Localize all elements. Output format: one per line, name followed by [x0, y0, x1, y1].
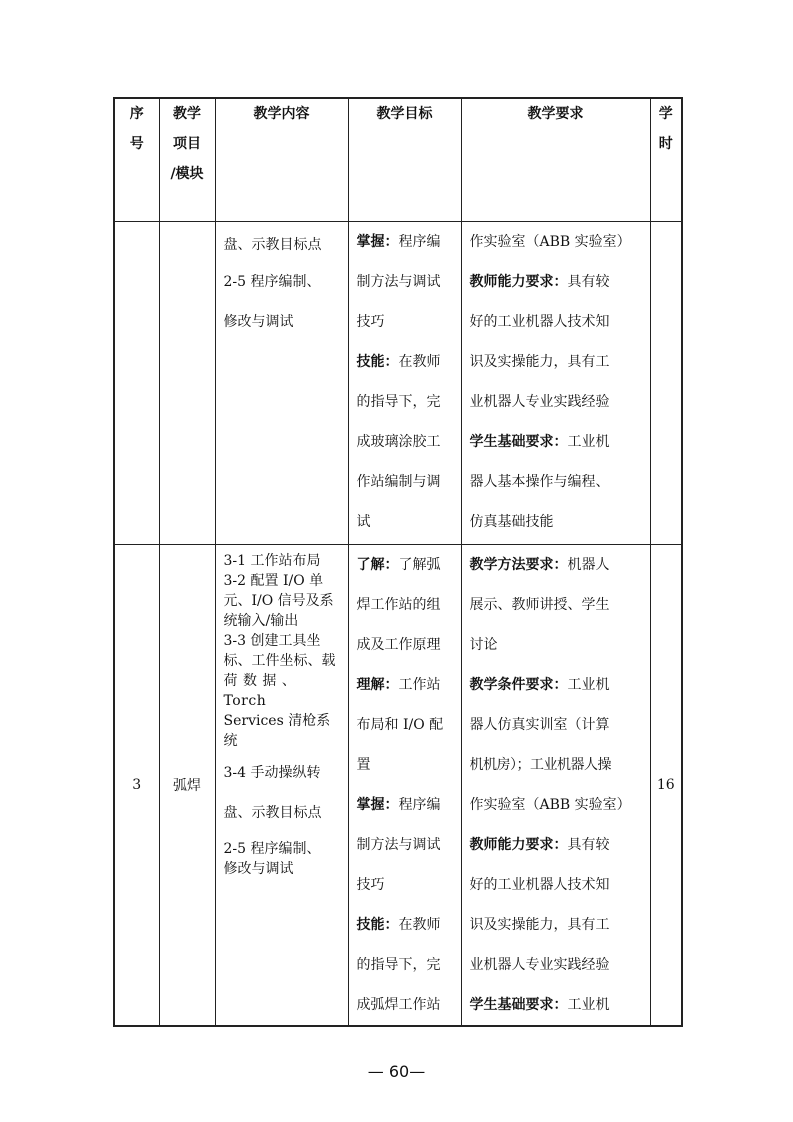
row2-content-line: 3-4 手动操纵转: [223, 765, 321, 781]
row2-content: [215, 545, 348, 1027]
row2-req-line: [470, 985, 650, 1025]
row2-goal-text: 在教师: [398, 917, 441, 933]
row1-content-line: 2-5 程序编制、: [223, 274, 321, 290]
row2-goal-line: [357, 545, 461, 585]
row1-req-line: 识及实操能力，具有工: [469, 354, 610, 370]
row1-goal-line: 的指导下，完: [356, 394, 441, 410]
table-header-row: [114, 98, 682, 222]
row2-content-line: 盘、示教目标点: [223, 805, 322, 821]
row1-goal-text: 在教师: [398, 354, 441, 370]
row2-content-line: 3-2 配置 I/O 单: [223, 573, 324, 589]
header-hours: [650, 98, 682, 222]
row2-req-text: 机器人: [567, 557, 610, 573]
header-seq-2: 号: [129, 136, 144, 152]
row2-req-line: 器人仿真实训室（计算: [469, 717, 610, 733]
page-number: — 60—: [367, 1062, 426, 1081]
row2-goal-line: 成弧焊工作站: [356, 997, 441, 1013]
row1-content-line: 盘、示教目标点: [223, 237, 322, 253]
row1-req-line: [470, 422, 650, 462]
row2-content-line: 标、工件坐标、载: [223, 653, 336, 669]
row2-req-key: 学生基础要求：: [469, 997, 568, 1013]
row1-goal-line: 成玻璃涂胶工: [356, 434, 441, 450]
row2-content-line: 修改与调试: [223, 861, 294, 877]
row2-req-line: 机机房）；工业机器人操: [469, 757, 611, 773]
row1-req-line: 仿真基础技能: [469, 514, 554, 530]
row2-req-line: 展示、教师讲授、学生: [469, 597, 610, 613]
row1-req-line: [470, 262, 650, 302]
header-module-2: 项目: [173, 136, 201, 152]
row2-goal-text: 工作站: [398, 677, 441, 693]
row1-goal-text: 程序编: [398, 234, 441, 250]
row2-goal-line: 成及工作原理: [356, 637, 441, 653]
row2-req-line: [470, 665, 650, 705]
row1-content-line: 修改与调试: [223, 314, 294, 330]
row1-hours: [650, 222, 682, 545]
row2-module: 弧焊: [159, 545, 215, 1027]
row1-req-line: 业机器人专业实践经验: [469, 394, 610, 410]
row1-goal-line: [357, 342, 461, 382]
row2-req-text: 具有较: [567, 837, 610, 853]
row2-req-line: 作实验室（ABB 实验室）: [469, 797, 631, 813]
row2-goal-text: 程序编: [398, 797, 441, 813]
row1-req-line: 器人基本操作与编程、: [469, 474, 610, 490]
row1-goal-line: 制方法与调试: [356, 274, 441, 290]
row2-goal-key: 掌握：: [356, 797, 399, 813]
row2-content-line: 3-3 创建工具坐: [223, 633, 321, 649]
row1-goal-line: 试: [356, 514, 371, 530]
row1-req-text: 具有较: [567, 274, 610, 290]
row1-goal: [348, 222, 461, 545]
row2-goal-line: 的指导下，完: [356, 957, 441, 973]
header-seq: [114, 98, 159, 222]
row2-content-line: 统: [223, 733, 238, 749]
row2-req: [461, 545, 650, 1027]
row1-module: [159, 222, 215, 545]
table-row: [114, 545, 682, 1027]
row1-goal-line: 作站编制与调: [356, 474, 441, 490]
row2-goal-key: 了解：: [356, 557, 399, 573]
row2-seq: 3: [114, 545, 159, 1027]
header-seq-1: 序: [129, 106, 144, 122]
row2-req-key: 教学方法要求：: [469, 557, 568, 573]
row2-goal: [348, 545, 461, 1027]
row2-goal-line: [357, 665, 461, 705]
header-module-1: 教学: [173, 106, 201, 122]
row2-req-key: 教学条件要求：: [469, 677, 568, 693]
row2-goal-key: 技能：: [356, 917, 399, 933]
row2-goal-line: 技巧: [356, 877, 385, 893]
row1-goal-key: 技能：: [356, 354, 399, 370]
row1-req-key: 教师能力要求：: [469, 274, 568, 290]
row2-content-line: 统输入/输出: [223, 613, 299, 629]
row1-req-text: 工业机: [567, 434, 610, 450]
row1-req-key: 学生基础要求：: [469, 434, 568, 450]
row2-req-line: [470, 825, 650, 865]
row2-goal-key: 理解：: [356, 677, 399, 693]
header-goal: 教学目标: [348, 98, 461, 222]
row1-seq: [114, 222, 159, 545]
row2-content-line: 元、I/O 信号及系: [223, 593, 334, 609]
row1-goal-line: 技巧: [356, 314, 385, 330]
row2-goal-line: 焊工作站的组: [356, 597, 441, 613]
row1-req: [461, 222, 650, 545]
row1-req-line: 作实验室（ABB 实验室）: [469, 234, 631, 250]
header-hours-1: 学: [658, 106, 673, 122]
row2-goal-text: 了解弧: [398, 557, 441, 573]
row2-req-line: 业机器人专业实践经验: [469, 957, 610, 973]
row2-goal-line: [357, 785, 461, 825]
row2-goal-line: 制方法与调试: [356, 837, 441, 853]
row2-req-line: 好的工业机器人技术知: [469, 877, 610, 893]
row1-goal-key: 掌握：: [356, 234, 399, 250]
row2-content-line: 荷 数 据 、 Torch: [223, 673, 297, 709]
header-module-3: /模块: [170, 166, 204, 182]
row2-goal-line: [357, 905, 461, 945]
header-content: 教学内容: [215, 98, 348, 222]
row1-content: [215, 222, 348, 545]
row2-req-line: [470, 545, 650, 585]
row2-req-key: 教师能力要求：: [469, 837, 568, 853]
table-row: [114, 222, 682, 545]
row2-content-line: Services 清枪系: [223, 713, 331, 729]
row1-req-line: 好的工业机器人技术知: [469, 314, 610, 330]
row2-hours: 16: [650, 545, 682, 1027]
row2-goal-line: 布局和 I/O 配: [356, 717, 444, 733]
row2-req-line: 识及实操能力，具有工: [469, 917, 610, 933]
header-module: [159, 98, 215, 222]
header-hours-2: 时: [658, 136, 673, 152]
row2-goal-line: 置: [356, 757, 371, 773]
curriculum-table: [113, 97, 683, 1027]
row2-content-line: 3-1 工作站布局: [223, 553, 321, 569]
header-req: 教学要求: [461, 98, 650, 222]
row2-req-text: 工业机: [567, 677, 610, 693]
row2-req-text: 工业机: [567, 997, 610, 1013]
row1-goal-line: [357, 222, 461, 262]
row2-req-line: 讨论: [469, 637, 498, 653]
row2-content-line: 2-5 程序编制、: [223, 841, 321, 857]
